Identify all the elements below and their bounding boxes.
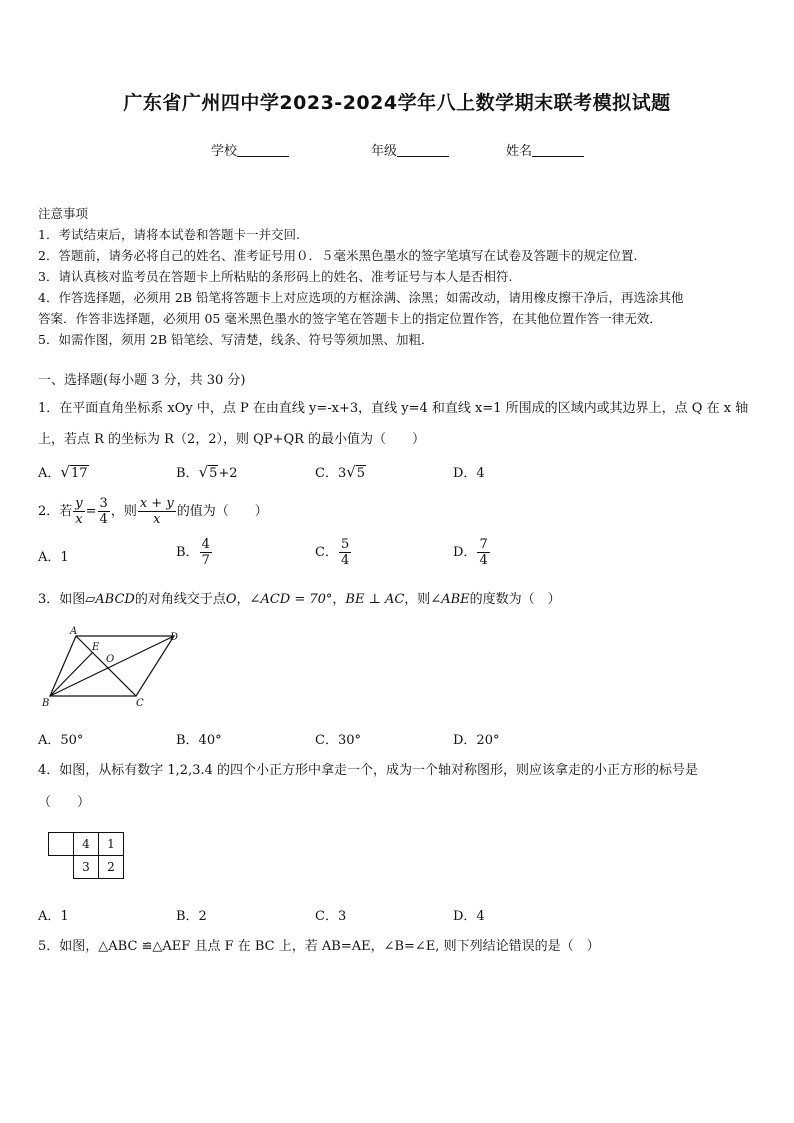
label-o: O [106,654,115,665]
sqrt-symbol: √ [60,463,70,481]
q3-stem: 3．如图▱ABCD的对角线交于点O，∠ACD = 70°，BE ⊥ AC，则∠ABE的度数为（ ） [38,592,561,607]
square-1: 1 [99,833,124,856]
notice-item: 2．答题前，请务必将自己的姓名、准考证号用０．５毫米黑色墨水的签字笔填写在试卷及答题卡的规定位置. [38,248,638,263]
parallelogram-figure [38,624,188,710]
notice-heading: 注意事项 [38,206,89,221]
q2-option-d[interactable]: D． $\frac{7}{4}$ [453,537,488,568]
school-blank[interactable] [237,144,289,157]
q4-option-c[interactable]: C．3 [315,909,347,924]
q5-stem: 5．如图，△ABC ≌△AEF 且点 F 在 BC 上，若 AB=AE，∠B=∠E, 则下列结论错误的是（ ） [38,939,600,954]
q1-option-b[interactable]: B．√5+2 [176,463,238,481]
fraction-xy-over-x: $\frac{x + y}{x}$ [139,496,174,527]
q4-line2: （ ） [38,795,91,810]
notice-item: 5．如需作图，须用 2B 铅笔绘、写清楚，线条、符号等须加黑、加粗． [38,332,434,347]
grade-label: 年级 [371,144,398,159]
q2-option-c[interactable]: C． $\frac{5}{4}$ [315,537,350,568]
label-e: E [92,642,100,653]
page-title: 广东省广州四中学2023-2024学年八上数学期末联考模拟试题 [123,92,671,114]
q3-option-c[interactable]: C．30° [315,733,361,748]
q4-line1: 4．如图，从标有数字 1,2,3.4 的四个小正方形中拿走一个，成为一个轴对称图形，则应该拿走的小正方形的标号是 [38,763,699,778]
q1-option-d[interactable]: D．4 [453,466,485,481]
q1-option-c[interactable]: C．3√5 [315,463,366,481]
name-field[interactable] [506,140,584,159]
q4-option-b[interactable]: B．2 [176,909,207,924]
notice-item: 1．考试结束后，请将本试卷和答题卡一并交回. [38,227,300,242]
grade-field[interactable] [371,140,449,159]
q1-line2: 上，若点 R 的坐标为 R（2，2），则 QP+QR 的最小值为（ ） [38,432,426,447]
name-blank[interactable] [532,144,584,157]
square-blank [49,833,74,856]
label-b: B [42,698,50,709]
sqrt-symbol: √ [346,463,356,481]
q2-stem: 2．若 $\frac{y}{x}$ = $\frac{3}{4}$ ，则 $\frac{x + y}{x}$ 的值为（ ） [38,496,268,527]
notice-item: 答案．作答非选择题，必须用 05 毫米黑色墨水的签字笔在答题卡上的指定位置作答，在其他位置作答一律无效． [38,311,662,326]
sqrt-symbol: √ [198,463,209,481]
q2-option-b[interactable]: B． $\frac{4}{7}$ [176,537,210,568]
empty-cell [49,856,74,879]
label-c: C [136,698,144,709]
grade-blank[interactable] [397,144,449,157]
school-label: 学校 [211,144,238,159]
notice-item: 3．请认真核对监考员在答题卡上所粘贴的条形码上的姓名、准考证号与本人是否相符. [38,269,513,284]
fraction-y-over-x: $\frac{y}{x}$ [75,496,83,527]
fraction-3-over-4: $\frac{3}{4}$ [99,496,108,527]
q1-line1: 1．在平面直角坐标系 xOy 中，点 P 在由直线 y=-x+3，直线 y=4 和直线 x=1 所围成的区域内或其边界上，点 Q 在 x 轴 [38,401,749,416]
square-3: 3 [74,856,99,879]
q1-option-a[interactable]: A．√17 [38,463,88,481]
q3-option-d[interactable]: D．20° [453,733,500,748]
q3-option-b[interactable]: B．40° [176,733,222,748]
section-heading: 一、选择题(每小题 3 分，共 30 分) [38,373,246,388]
q3-option-a[interactable]: A．50° [38,733,84,748]
q4-option-a[interactable]: A．1 [38,909,69,924]
square-2: 2 [99,856,124,879]
q2-option-a[interactable]: A．1 [38,550,69,565]
square-4: 4 [74,833,99,856]
label-d: D [170,632,179,643]
notice-item: 4．作答选择题，必须用 2B 铅笔将答题卡上对应选项的方框涂满、涂黑；如需改动，请用橡皮擦干净后，再选涂其他 [38,290,684,305]
label-a: A [70,626,78,637]
school-field[interactable] [211,140,289,159]
diagonal-ac [76,636,136,696]
name-label: 姓名 [506,144,533,159]
squares-figure [48,832,124,879]
segment-be [50,652,93,696]
q4-option-d[interactable]: D．4 [453,909,485,924]
